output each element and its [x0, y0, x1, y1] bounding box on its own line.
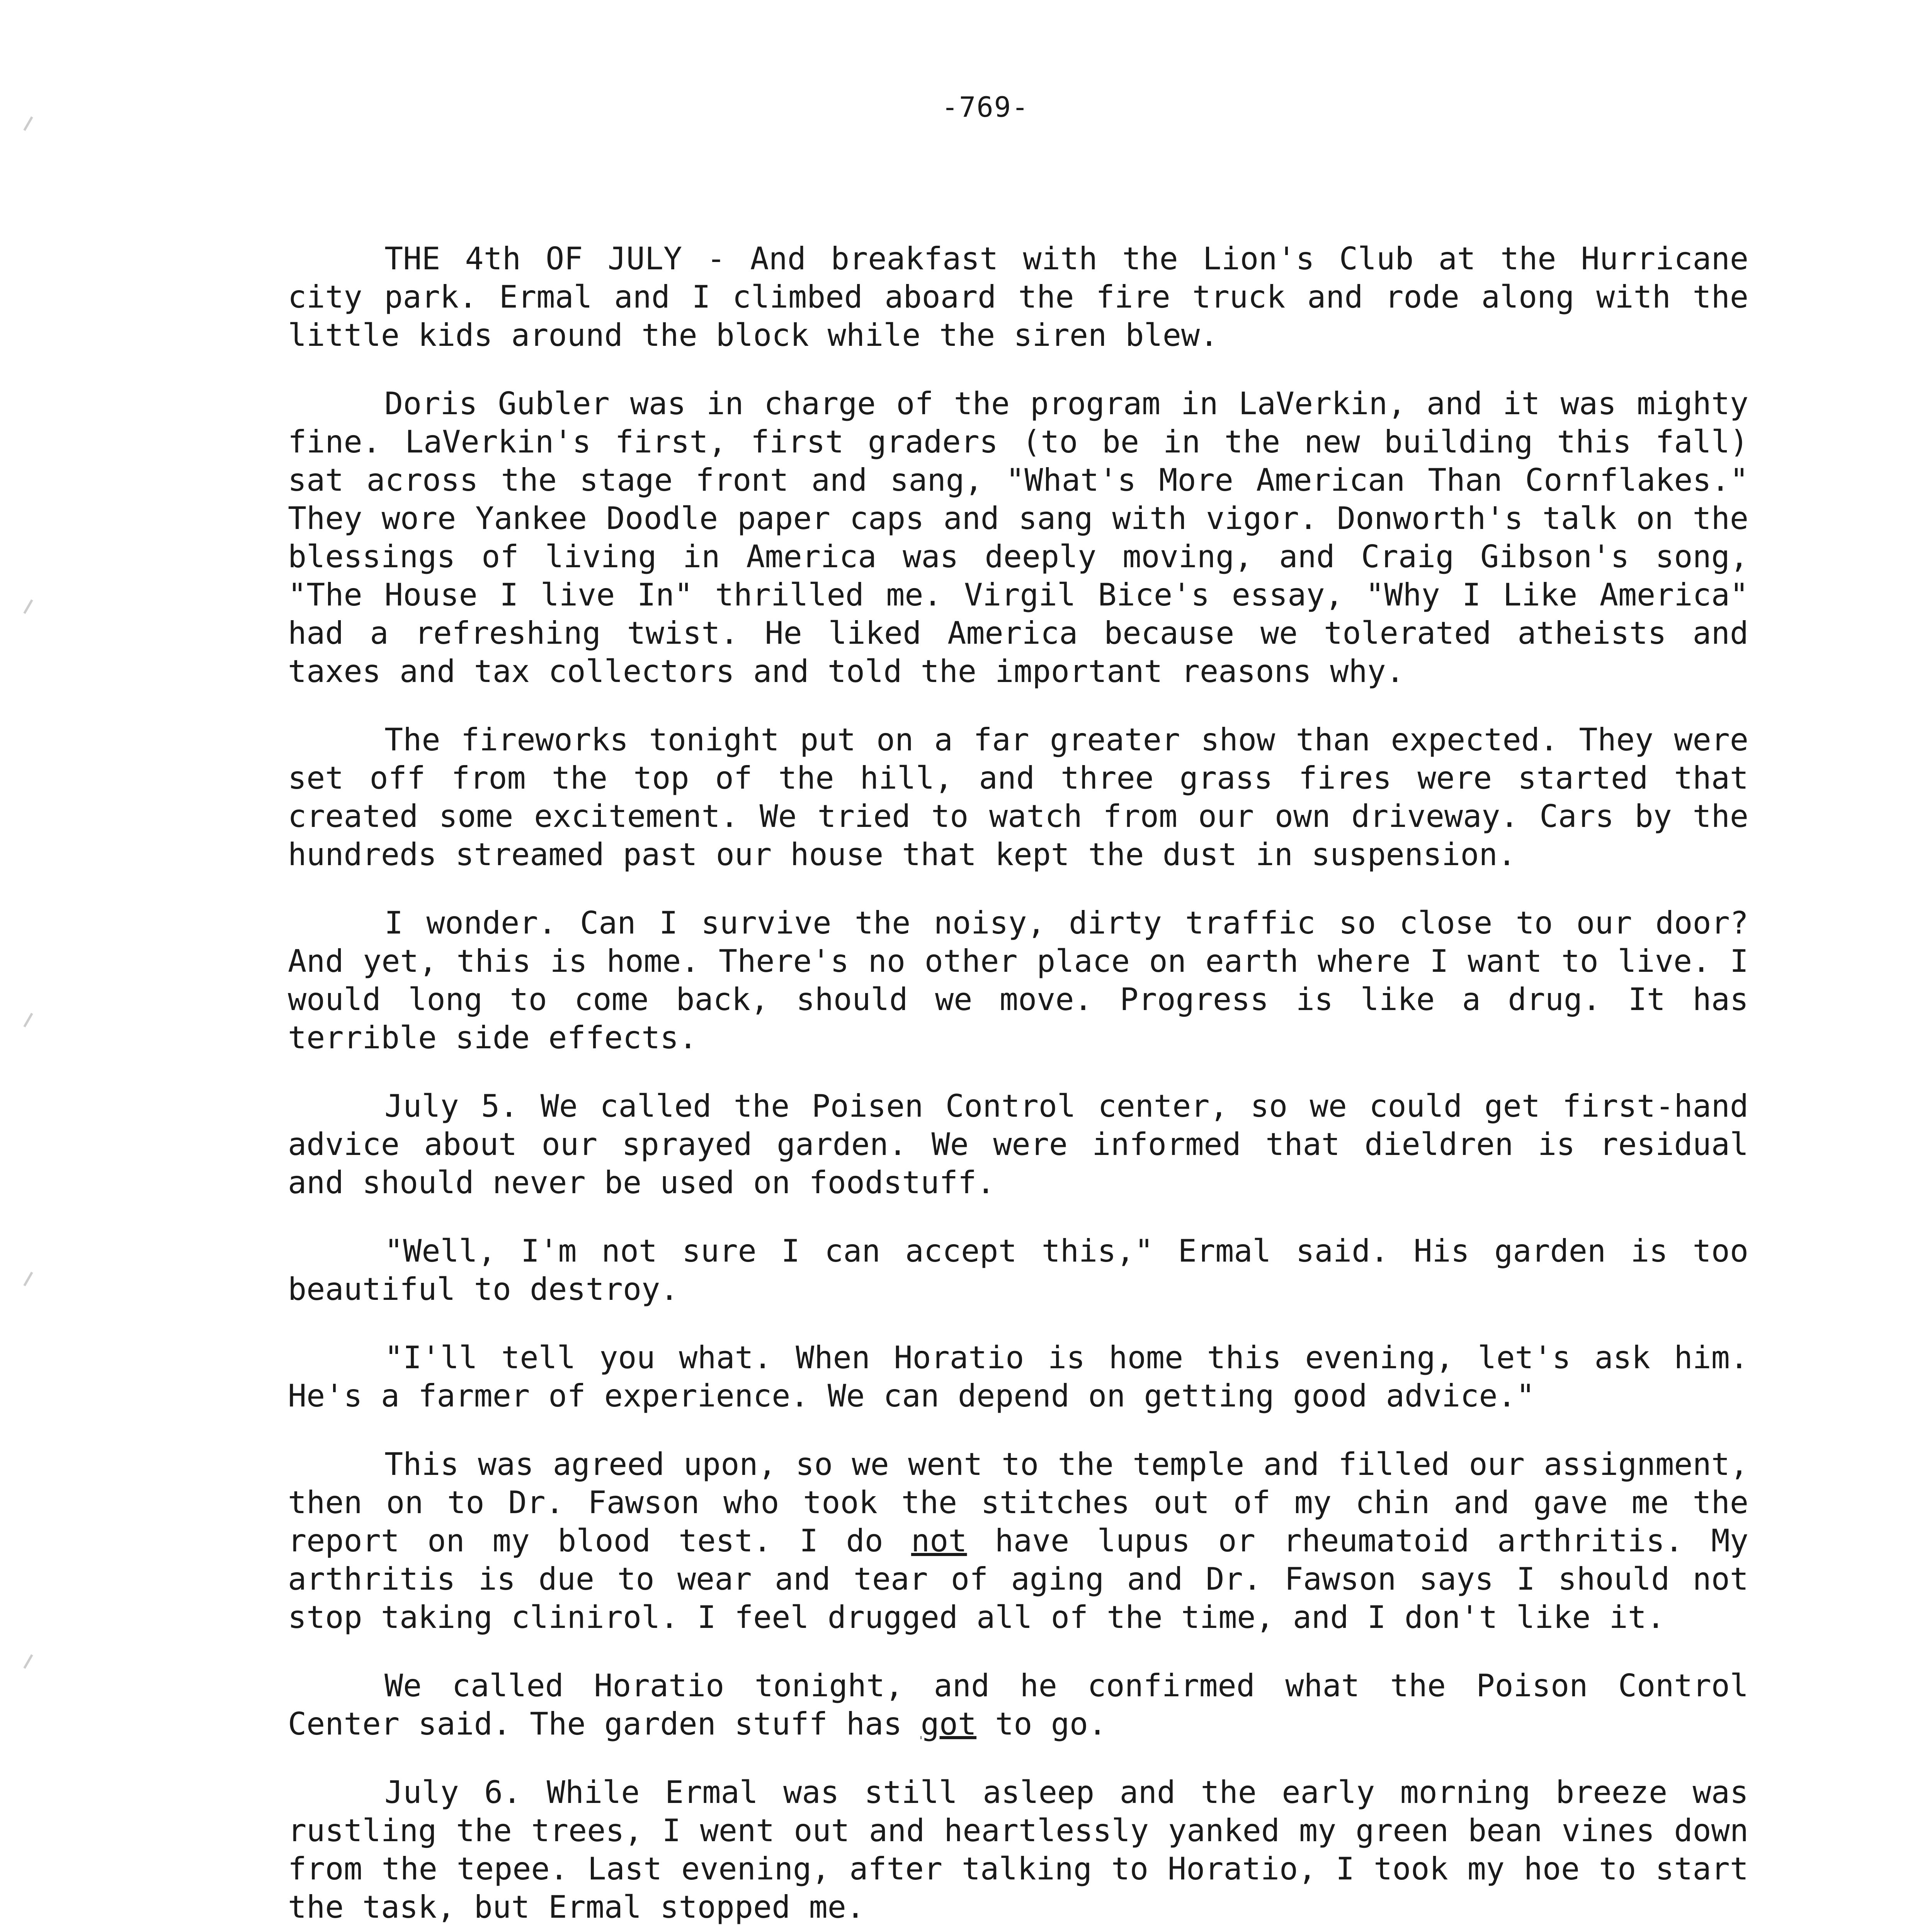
paragraph-text: to go. — [976, 1706, 1107, 1742]
margin-mark — [23, 1272, 33, 1286]
margin-mark — [23, 1013, 33, 1027]
paragraph-text: have lupus or rheumatoid arthritis. My arthritis is due to wear and tear of aging and Dr. Fawson says I should not stop taking clinirol. I feel drugged all of the time, and I don't like it. — [288, 1523, 1748, 1635]
paragraph-text: This was agreed upon, so we went to the temple and filled our assignment, then on to Dr. Fawson who took the stitches out of my chin and gave me the report on my blood test. I do — [288, 1446, 1748, 1559]
paragraph-stitches — [288, 1445, 1748, 1636]
underlined-word: not — [911, 1523, 967, 1559]
paragraph-fourth-of-july: THE 4th OF JULY - And breakfast with the Lion's Club at the Hurricane city park. Ermal and I climbed aboard the fire truck and rode along with the little kids around the block while the siren blew. — [288, 241, 1748, 353]
paragraph-home: I wonder. Can I survive the noisy, dirty traffic so close to our door? And yet, this is home. There's no other place on earth where I want to live. I would long to come back, should we move. Progress is like a drug. It has terrible side effects. — [288, 905, 1748, 1056]
margin-mark — [23, 599, 33, 614]
journal-body — [288, 240, 1748, 1932]
paragraph-july-5: July 5. We called the Poisen Control center, so we could get first-hand advice about our sprayed garden. We were informed that dieldren is residual and should never be used on foodstuff. — [288, 1088, 1748, 1201]
paragraph-ermal-quote: "Well, I'm not sure I can accept this," Ermal said. His garden is too beautiful to destroy. — [288, 1233, 1748, 1307]
paragraph-july-6: July 6. While Ermal was still asleep and the early morning breeze was rustling the trees, I went out and heartlessly yanked my green bean vines down from the tepee. Last evening, after talking to Horatio, I took my hoe to start the task, but Ermal stopped me. — [288, 1774, 1748, 1925]
paragraph-text: We called Horatio tonight, and he confirmed what the Poison Control Center said. The garden stuff has — [288, 1668, 1748, 1742]
underlined-word: got — [920, 1706, 977, 1742]
page-number: -769- — [941, 91, 1029, 123]
paragraph-fireworks: The fireworks tonight put on a far greater show than expected. They were set off from the top of the hill, and three grass fires were started that created some excitement. We tried to watch from our own driveway. Cars by the hundreds streamed past our house that kept the dust in suspension. — [288, 722, 1748, 872]
paragraph-program: Doris Gubler was in charge of the program in LaVerkin, and it was mighty fine. LaVerkin's first, first graders (to be in the new building this fall) sat across the stage front and sang, "What's More American Than Cornflakes." They wore Yankee Doodle paper caps and sang with vigor. Donworth's talk on the blessings of living in America was deeply moving, and Craig Gibson's song, "The House I live In" thrilled me. Virgil Bice's essay, "Why I Like America" had a refreshing twist. He liked America because we tolerated atheists and taxes and tax collectors and told the important reasons why. — [288, 386, 1748, 689]
paragraph-horatio-quote: "I'll tell you what. When Horatio is home this evening, let's ask him. He's a farmer of experience. We can depend on getting good advice." — [288, 1340, 1748, 1414]
margin-mark — [23, 1654, 33, 1669]
paragraph-poison-control — [288, 1667, 1748, 1743]
